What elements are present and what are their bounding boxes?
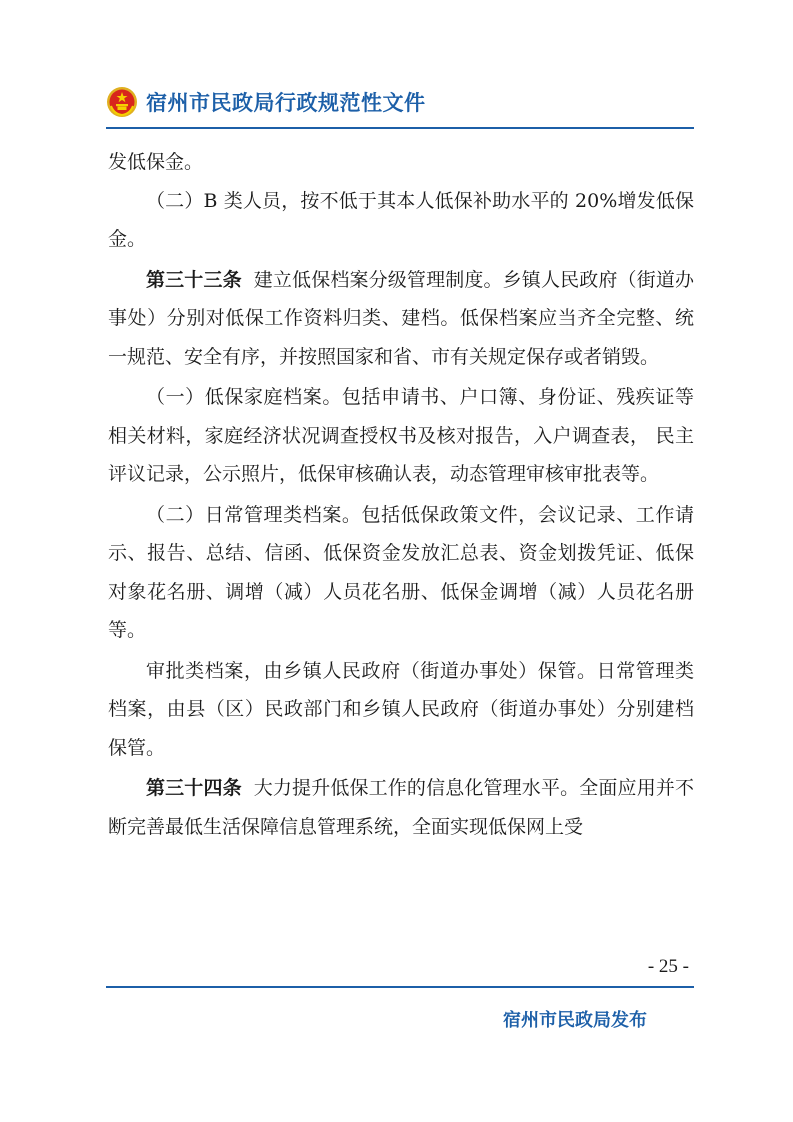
paragraph-6: 审批类档案，由乡镇人民政府（街道办事处）保管。日常管理类档案，由县（区）民政部门和乡镇人民政府（街道办事处）分别建档保管。 xyxy=(108,659,694,759)
paragraph-5: （二）日常管理类档案。包括低保政策文件，会议记录、工作请示、报告、总结、信函、低保资金发放汇总表、资金划拨凭证、低保对象花名册、调增（减）人员花名册、低保金调增（减）人员花名册等。 xyxy=(108,503,694,641)
publisher-label: 宿州市民政局发布 xyxy=(503,1010,647,1031)
document-body xyxy=(108,143,694,846)
paragraph-4: （一）低保家庭档案。包括申请书、户口簿、身份证、残疾证等相关材料，家庭经济状况调查授权书及核对报告，入户调查表， 民主评议记录，公示照片，低保审核确认表，动态管理审核审批表等。 xyxy=(108,386,694,485)
article-34-number: 第三十四条 xyxy=(146,777,242,799)
header-title: 宿州市民政局行政规范性文件 xyxy=(146,91,426,115)
paragraph-1: 发低保金。 xyxy=(108,151,204,173)
article-34 xyxy=(108,769,694,846)
article-33-text: 建立低保档案分级管理制度。乡镇人民政府（街道办事处）分别对低保工作资料归类、建档。低保档案应当齐全完整、统一规范、安全有序，并按照国家和省、市有关规定保存或者销毁。 xyxy=(108,268,694,368)
article-33 xyxy=(108,261,694,377)
header-divider xyxy=(106,127,694,129)
document-header xyxy=(106,86,426,118)
national-emblem-icon xyxy=(106,86,138,118)
article-33-number: 第三十三条 xyxy=(146,268,242,291)
paragraph-2: （二）B 类人员，按不低于其本人低保补助水平的 20%增发低保金。 xyxy=(108,189,694,250)
footer-divider xyxy=(106,986,694,988)
article-34-text: 大力提升低保工作的信息化管理水平。全面应用并不断完善最低生活保障信息管理系统，全面实现低保网上受 xyxy=(108,777,694,838)
page-number: - 25 - xyxy=(647,956,689,977)
